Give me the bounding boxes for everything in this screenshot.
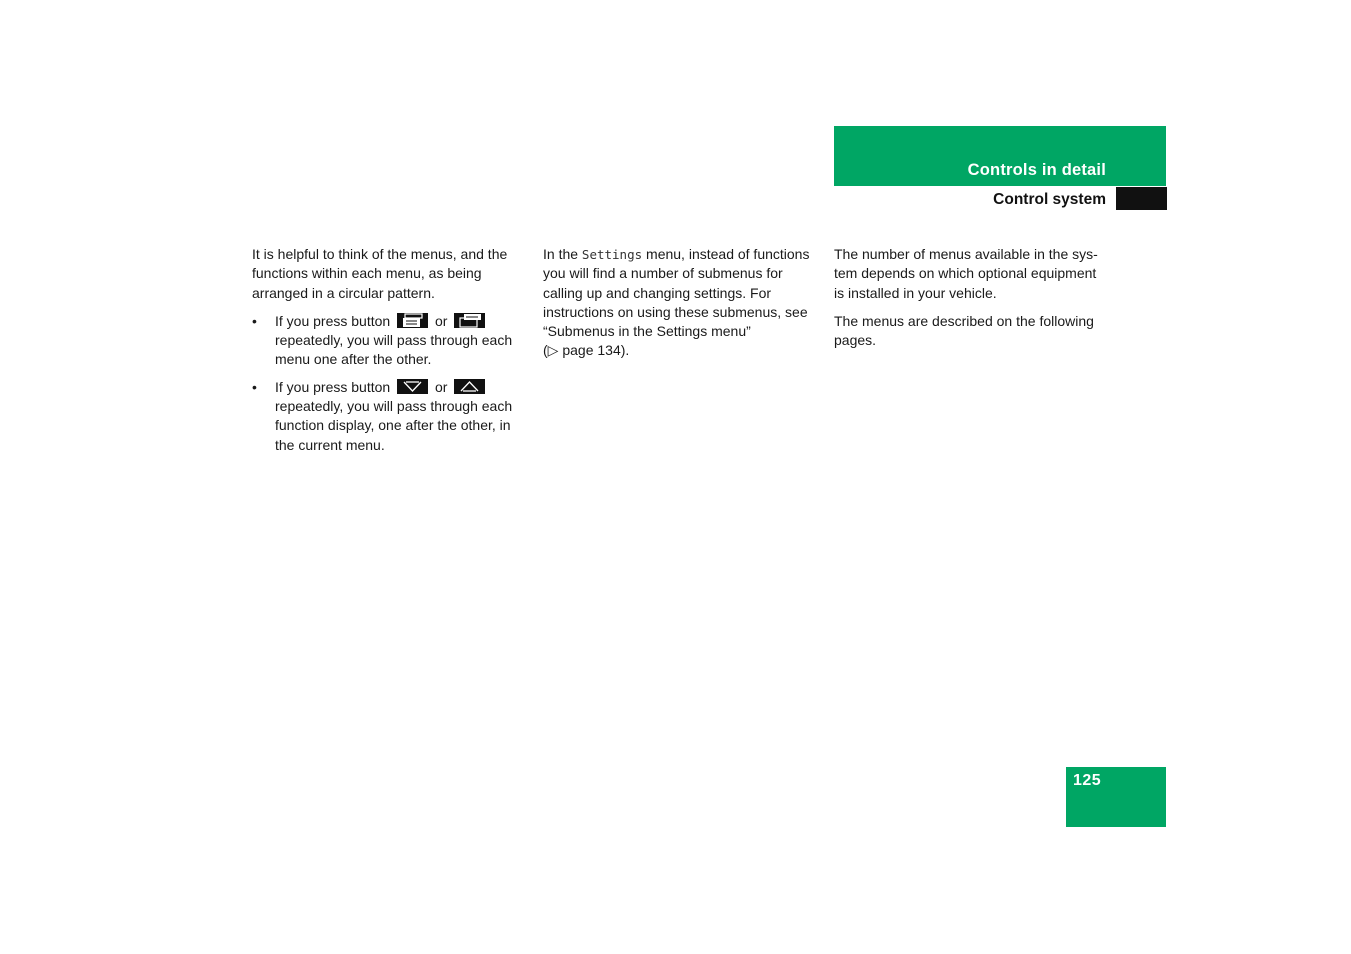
page-number: 125 (1073, 772, 1102, 789)
intro-paragraph: It is helpful to think of the menus, and the functions within each menu, as being arranged in a circular pattern. (252, 246, 508, 301)
arrow-down-icon (397, 379, 428, 394)
menu-back-icon (397, 313, 428, 328)
bullet-text-or: or (434, 312, 448, 329)
page-number-box (1066, 767, 1166, 827)
column-1 (252, 245, 524, 463)
page-ref-arrow-icon: ▷ (547, 342, 559, 359)
page-ref-open: ( (543, 342, 548, 359)
bullet-text-post: repeatedly, you will pass through each function display, one after the other, in the current menu. (275, 398, 513, 453)
bullet-symbol: • (252, 378, 257, 395)
settings-text-post: menu, instead of functions you will find a number of submenus for calling up and changing settings. For instructions on using these submenus, see “Submenus in the Settings menu” (543, 246, 810, 340)
arrow-up-icon (454, 379, 485, 394)
menus-description-paragraph: The menus are described on the following pages. (834, 312, 1094, 349)
settings-paragraph (543, 245, 815, 361)
menus-availability-paragraph: The number of menus available in the sys-tem depends on which optional equipment is installed in your vehicle. (834, 246, 1098, 301)
subsection-title: Control system (993, 191, 1106, 208)
menu-forward-icon (454, 313, 485, 328)
page-ref-close: ). (620, 342, 630, 359)
list-item (252, 312, 524, 370)
bullet-text-or: or (434, 378, 448, 395)
bullet-list (252, 312, 524, 455)
bullet-text-pre: If you press button (275, 312, 391, 329)
settings-menu-name: Settings (581, 247, 643, 262)
page-reference-link[interactable]: page 134 (562, 342, 621, 359)
list-item (252, 378, 524, 455)
section-tab-marker (1116, 187, 1167, 210)
column-2 (543, 245, 815, 370)
bullet-text-post: repeatedly, you will pass through each menu one after the other. (275, 332, 513, 368)
bullet-text-pre: If you press button (275, 378, 391, 395)
header-banner (834, 126, 1166, 186)
column-3 (834, 245, 1106, 359)
settings-text-pre: In the (543, 246, 579, 262)
bullet-symbol: • (252, 312, 257, 329)
section-title: Controls in detail (967, 161, 1106, 179)
